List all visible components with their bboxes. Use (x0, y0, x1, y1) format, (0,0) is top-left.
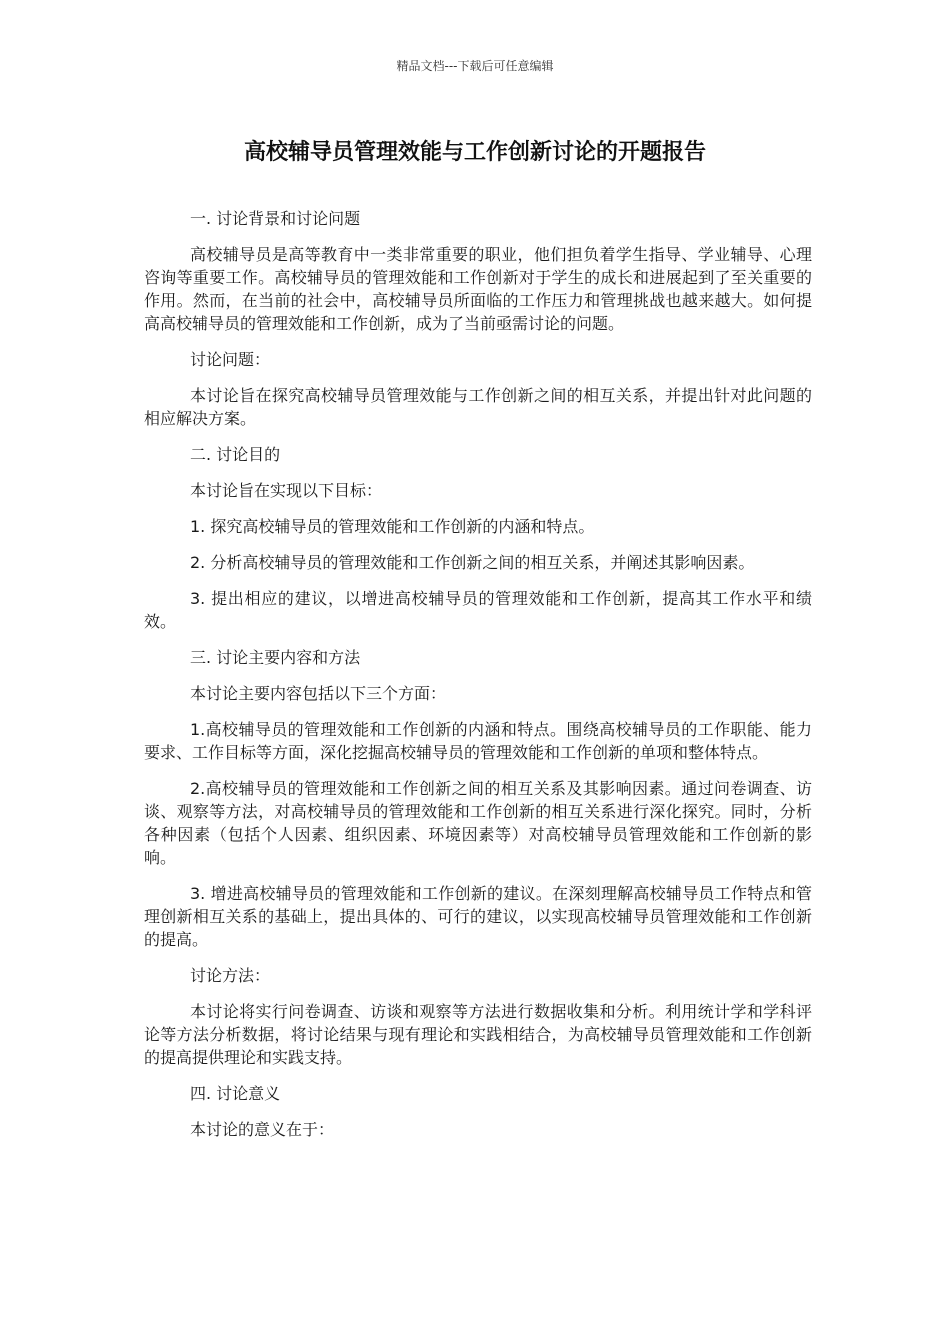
background-paragraph: 高校辅导员是高等教育中一类非常重要的职业，他们担负着学生指导、学业辅导、心理咨询等重要工作。高校辅导员的管理效能和工作创新对于学生的成长和进展起到了至关重要的作用。然而，在当前的社会中，高校辅导员所面临的工作压力和管理挑战也越来越大。如何提高高校辅导员的管理效能和工作创新，成为了当前亟需讨论的问题。 (144, 245, 812, 333)
section-heading-objectives: 二. 讨论目的 (190, 445, 281, 464)
methods-paragraph: 本讨论将实行问卷调查、访谈和观察等方法进行数据收集和分析。利用统计学和学科评论等方法分析数据，将讨论结果与现有理论和实践相结合，为高校辅导员管理效能和工作创新的提高提供理论和实践支持。 (144, 1002, 812, 1067)
section-heading-content-methods: 三. 讨论主要内容和方法 (190, 648, 361, 667)
content-item-2: 2.高校辅导员的管理效能和工作创新之间的相互关系及其影响因素。通过问卷调查、访谈、观察等方法，对高校辅导员的管理效能和工作创新的相互关系进行深化探究。同时，分析各种因素（包括个人因素、组织因素、环境因素等）对高校辅导员管理效能和工作创新的影响。 (144, 779, 812, 867)
content-item-1: 1.高校辅导员的管理效能和工作创新的内涵和特点。围绕高校辅导员的工作职能、能力要求、工作目标等方面，深化挖掘高校辅导员的管理效能和工作创新的单项和整体特点。 (144, 720, 812, 762)
content-item-3: 3. 增进高校辅导员的管理效能和工作创新的建议。在深刻理解高校辅导员工作特点和管理创新相互关系的基础上，提出具体的、可行的建议，以实现高校辅导员管理效能和工作创新的提高。 (144, 884, 812, 949)
objective-item-1: 1. 探究高校辅导员的管理效能和工作创新的内涵和特点。 (190, 517, 595, 536)
section-heading-background: 一. 讨论背景和讨论问题 (190, 209, 361, 228)
objective-item-2: 2. 分析高校辅导员的管理效能和工作创新之间的相互关系，并阐述其影响因素。 (190, 553, 755, 572)
objectives-intro: 本讨论旨在实现以下目标： (190, 481, 383, 500)
page-header: 精品文档---下载后可任意编辑 (396, 59, 554, 73)
content-intro: 本讨论主要内容包括以下三个方面： (190, 684, 447, 703)
section-heading-significance: 四. 讨论意义 (190, 1084, 281, 1103)
document-body (144, 207, 812, 1154)
document-title: 高校辅导员管理效能与工作创新讨论的开题报告 (243, 140, 706, 165)
research-question-paragraph: 本讨论旨在探究高校辅导员管理效能与工作创新之间的相互关系，并提出针对此问题的相应解决方案。 (144, 386, 812, 428)
research-question-label: 讨论问题： (190, 350, 271, 369)
objective-item-3: 3. 提出相应的建议，以增进高校辅导员的管理效能和工作创新，提高其工作水平和绩效。 (144, 589, 812, 631)
significance-intro: 本讨论的意义在于： (190, 1120, 335, 1139)
methods-label: 讨论方法： (190, 966, 271, 985)
